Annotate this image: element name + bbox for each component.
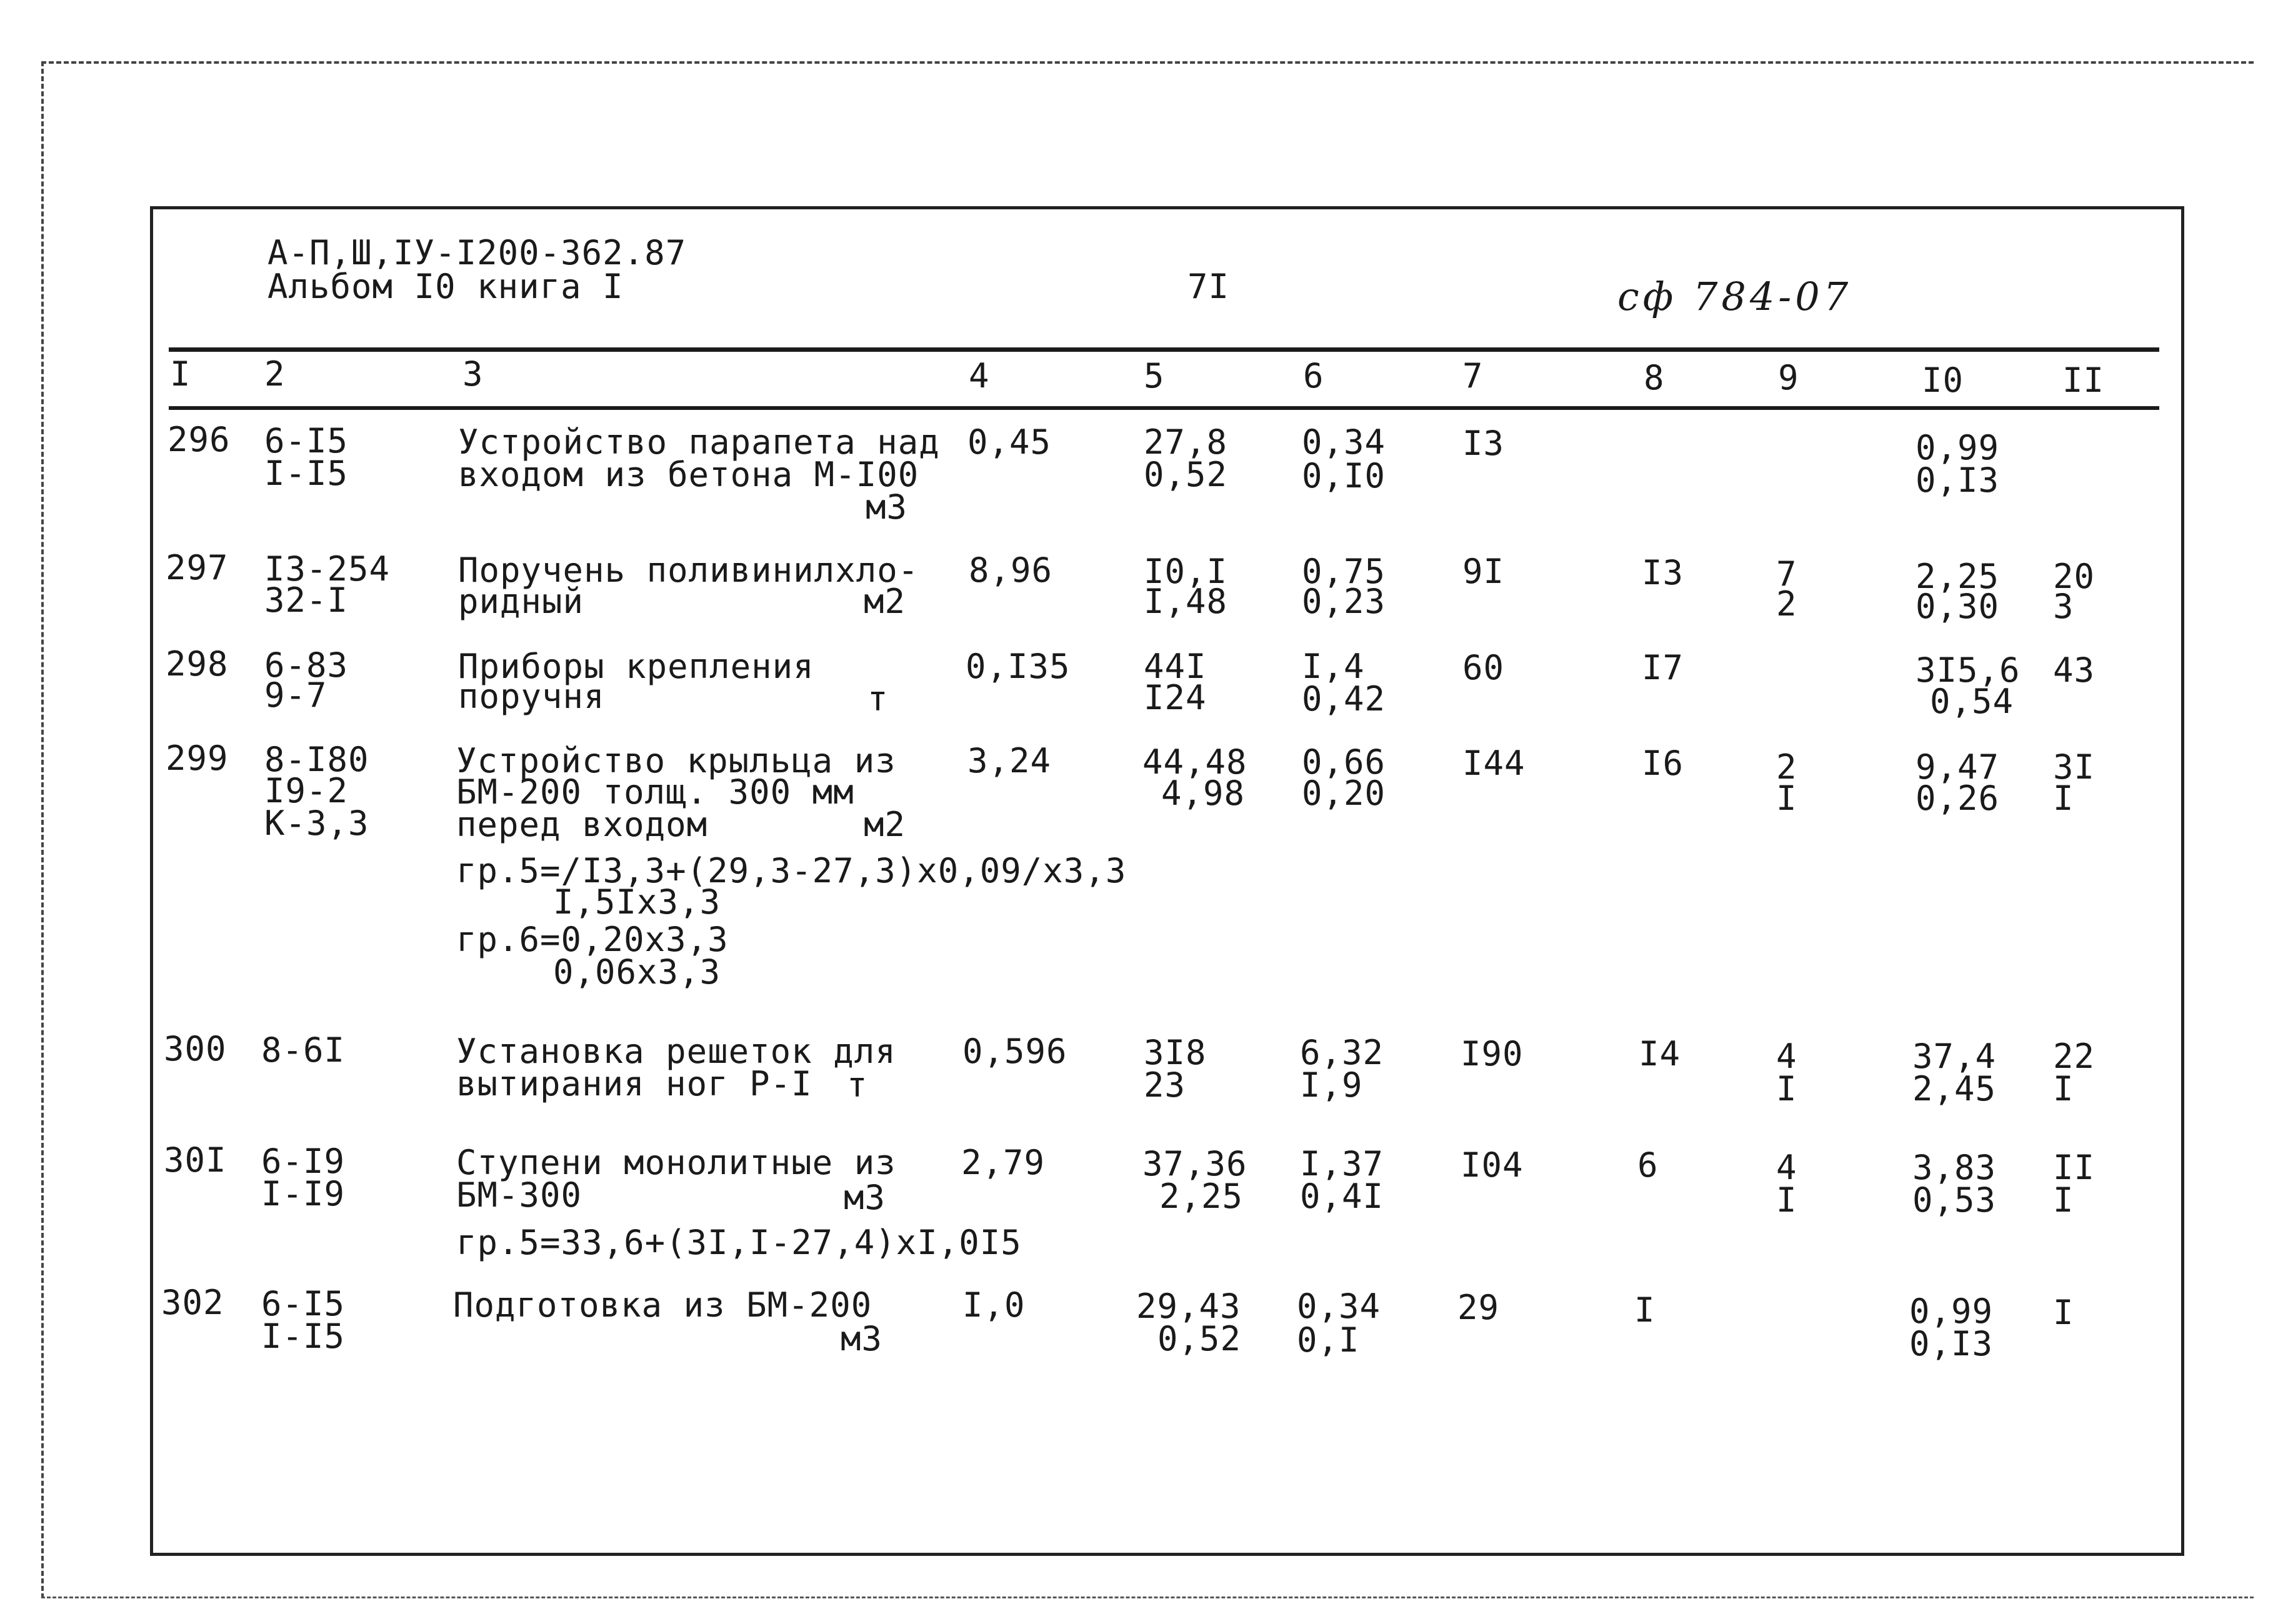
work-description: Установка решеток для [456, 1032, 896, 1071]
unit: м2 [864, 805, 906, 844]
col6-value: 0,I0 [1302, 456, 1386, 496]
calc-formula: I,5Iх3,3 [553, 882, 721, 922]
norm-code: К-3,3 [264, 804, 369, 843]
work-description: поручня [458, 677, 605, 716]
header-bottom-rule [169, 406, 2159, 410]
norm-code: 6-83 [264, 645, 349, 685]
row-number: 302 [161, 1283, 224, 1322]
col9-value: I [1776, 1180, 1797, 1220]
row-number: 298 [166, 644, 229, 684]
work-description: входом из бетона М-I00 [458, 455, 919, 494]
quantity: 2,79 [961, 1143, 1046, 1182]
header-top-rule [169, 347, 2159, 352]
col10-value: 0,99 [1909, 1292, 1994, 1331]
col5-value: 3I8 [1144, 1033, 1207, 1072]
col5-value: I0,I [1144, 552, 1228, 591]
col7-value: 60 [1462, 648, 1505, 687]
col6-value: 0,34 [1297, 1287, 1381, 1326]
col8-value: 6 [1637, 1145, 1659, 1185]
quantity: 0,596 [962, 1032, 1067, 1071]
col6-value: I,37 [1300, 1144, 1384, 1183]
col10-value: 3I5,6 [1916, 650, 2021, 690]
col6-value: 0,66 [1302, 742, 1386, 782]
col6-value: I,9 [1300, 1065, 1363, 1105]
unit: м3 [844, 1178, 886, 1217]
col-header-8: 8 [1644, 358, 1665, 397]
quantity: 0,I35 [966, 647, 1071, 686]
col11-value: 22 [2053, 1037, 2096, 1076]
unit: т [867, 679, 889, 719]
norm-code: 32-I [264, 580, 349, 620]
col5-value: 4,98 [1161, 774, 1246, 813]
col-header-11: II [2062, 361, 2105, 400]
row-number: 300 [164, 1029, 227, 1069]
work-description: Подготовка из БМ-200 [453, 1285, 872, 1325]
norm-code: I-I5 [261, 1317, 346, 1356]
page-number: 7I [1187, 267, 1230, 306]
col5-value: I24 [1144, 678, 1207, 717]
col6-value: 6,32 [1300, 1033, 1384, 1072]
col10-value: 37,4 [1912, 1037, 1997, 1076]
col9-value: 4 [1776, 1037, 1797, 1076]
col7-value: 29 [1457, 1288, 1500, 1327]
norm-code: 8-6I [261, 1030, 346, 1070]
col10-value: 0,I3 [1916, 461, 2000, 500]
work-description: Приборы крепления [458, 647, 814, 686]
unit: м3 [841, 1319, 883, 1358]
col6-value: 0,42 [1302, 679, 1386, 719]
calc-formula: гр.5=33,6+(3I,I-27,4)хI,0I5 [456, 1223, 1022, 1262]
col9-value: I [1776, 779, 1797, 818]
norm-code: I9-2 [264, 771, 349, 810]
norm-code: 9-7 [264, 675, 327, 715]
col-header-10: I0 [1922, 361, 1964, 400]
col6-value: 0,34 [1302, 422, 1386, 462]
work-description: перед входом [456, 805, 708, 844]
col10-value: 0,I3 [1909, 1324, 1994, 1363]
col9-value: 4 [1776, 1148, 1797, 1187]
col8-value: I7 [1642, 648, 1684, 687]
col5-value: 44I [1144, 647, 1207, 686]
col10-value: 0,99 [1916, 428, 2000, 467]
col5-value: 2,25 [1159, 1177, 1244, 1216]
quantity: 0,45 [967, 422, 1052, 462]
col10-value: 0,26 [1916, 779, 2000, 818]
unit: м2 [864, 582, 906, 621]
norm-code: 6-I5 [264, 421, 349, 461]
norm-code: 6-I9 [261, 1142, 346, 1181]
work-description: Поручень поливинилхло- [458, 550, 919, 590]
col-header-2: 2 [264, 354, 286, 394]
row-number: 297 [166, 548, 229, 587]
col11-value: 20 [2053, 557, 2096, 596]
col6-value: 0,I [1297, 1320, 1360, 1360]
col9-value: I [1776, 1069, 1797, 1108]
col5-value: 27,8 [1144, 422, 1228, 462]
col7-value: 9I [1462, 552, 1505, 591]
col5-value: 23 [1144, 1065, 1186, 1105]
col10-value: 9,47 [1916, 747, 2000, 787]
unit: м3 [866, 487, 908, 527]
col6-value: I,4 [1302, 647, 1365, 686]
col6-value: 0,20 [1302, 774, 1386, 813]
quantity: 8,96 [969, 550, 1053, 590]
col7-value: I44 [1462, 744, 1526, 783]
calc-formula: гр.6=0,20х3,3 [456, 920, 729, 959]
row-number: 30I [164, 1140, 227, 1180]
col10-value: 0,53 [1912, 1180, 1997, 1220]
col11-value: 3I [2053, 747, 2096, 787]
norm-code: 8-I80 [264, 740, 369, 779]
col5-value: 29,43 [1136, 1287, 1241, 1326]
quantity: 3,24 [967, 741, 1052, 780]
work-description: ридный [458, 582, 584, 621]
calc-formula: гр.5=/I3,3+(29,3-27,3)х0,09/х3,3 [456, 851, 1127, 890]
album-label: Альбом I0 книга I [267, 267, 624, 306]
col-header-3: 3 [462, 354, 484, 394]
col11-value: I [2053, 779, 2074, 818]
col-header-9: 9 [1778, 358, 1799, 397]
col-header-5: 5 [1144, 356, 1165, 396]
col9-value: 2 [1776, 747, 1797, 787]
work-description: Устройство парапета над [458, 422, 940, 462]
col9-value: 7 [1776, 554, 1797, 594]
work-description: Ступени монолитные из [456, 1143, 896, 1182]
handwritten-stamp: сф 784-07 [1617, 274, 1852, 319]
col6-value: 0,4I [1300, 1177, 1384, 1216]
quantity: I,0 [962, 1285, 1026, 1325]
col-header-4: 4 [969, 356, 990, 396]
unit: т [847, 1065, 868, 1105]
col11-value: I [2053, 1293, 2074, 1332]
col-header-7: 7 [1462, 356, 1484, 396]
col11-value: 43 [2053, 650, 2096, 690]
col5-value: 37,36 [1142, 1144, 1247, 1183]
col5-value: 0,52 [1157, 1319, 1242, 1358]
col10-value: 0,54 [1930, 682, 2014, 721]
norm-code: I-I5 [264, 454, 349, 493]
norm-code: I-I9 [261, 1174, 346, 1213]
col10-value: 2,45 [1912, 1069, 1997, 1108]
col8-value: I4 [1639, 1034, 1681, 1074]
col-header-6: 6 [1303, 356, 1324, 396]
work-description: Устройство крыльца из [456, 741, 896, 780]
col10-value: 2,25 [1916, 557, 2000, 596]
col5-value: I,48 [1144, 582, 1228, 621]
col7-value: I90 [1461, 1034, 1524, 1074]
row-number: 299 [166, 739, 229, 778]
document-code: А-П,Ш,IУ-I200-362.87 [267, 233, 687, 272]
col10-value: 0,30 [1916, 587, 2000, 626]
row-number: 296 [167, 420, 231, 459]
col11-value: I [2053, 1069, 2074, 1108]
norm-code: 6-I5 [261, 1284, 346, 1323]
col6-value: 0,75 [1302, 552, 1386, 591]
norm-code: I3-254 [264, 549, 391, 589]
work-description: БМ-300 [456, 1175, 582, 1215]
col9-value: 2 [1776, 584, 1797, 624]
col8-value: I6 [1642, 744, 1684, 783]
col11-value: 3 [2053, 587, 2074, 626]
work-description: вытирания ног Р-I [456, 1064, 812, 1103]
calc-formula: 0,06х3,3 [553, 952, 721, 992]
col7-value: I04 [1461, 1145, 1524, 1185]
col11-value: I [2053, 1180, 2074, 1220]
col5-value: 44,48 [1142, 742, 1247, 782]
col8-value: I3 [1642, 553, 1684, 592]
col7-value: I3 [1462, 424, 1505, 463]
col11-value: II [2053, 1148, 2096, 1187]
col-header-1: I [170, 354, 191, 394]
col10-value: 3,83 [1912, 1148, 1997, 1187]
col6-value: 0,23 [1302, 582, 1386, 621]
work-description: БМ-200 толщ. 300 мм [456, 772, 854, 812]
col8-value: I [1634, 1290, 1656, 1330]
col5-value: 0,52 [1144, 455, 1228, 494]
